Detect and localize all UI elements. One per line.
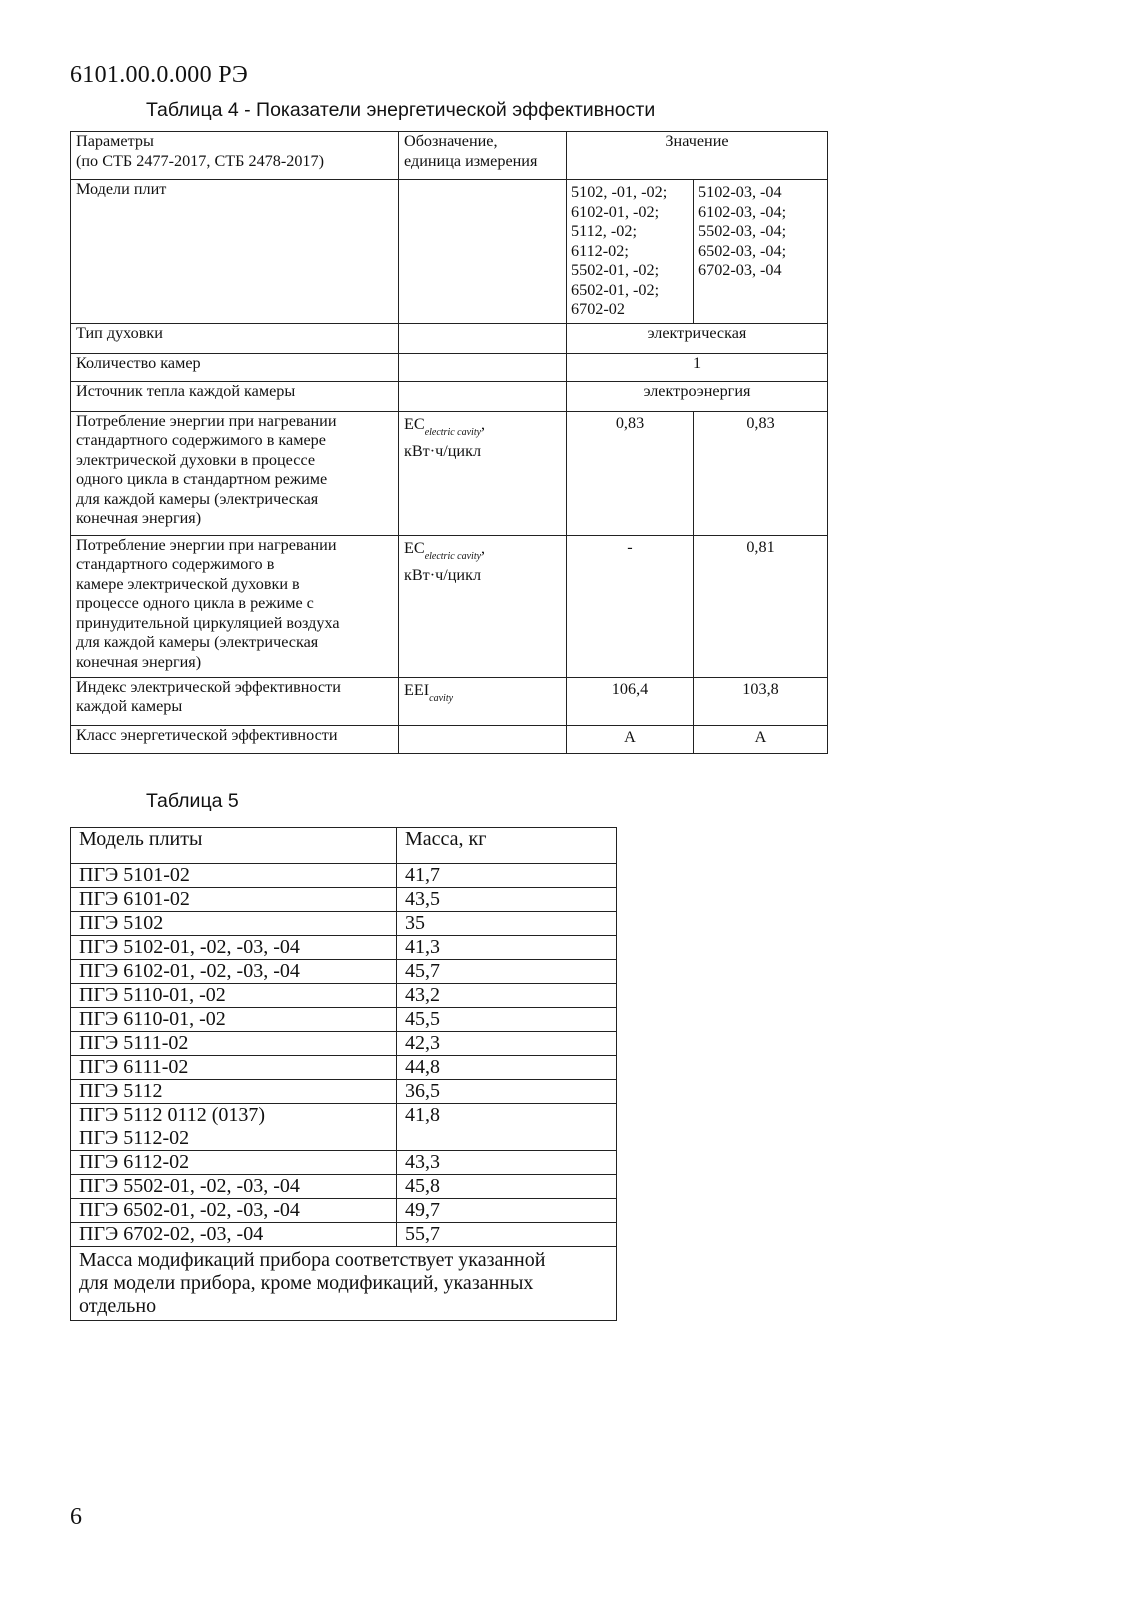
param-value-2: 0,81 (694, 535, 828, 677)
label-line: принудительной циркуляцией воздуха (76, 613, 340, 632)
symbol-subscript: cavity (429, 692, 454, 704)
ec-symbol (404, 536, 561, 561)
table-row (71, 1199, 617, 1223)
unit-text: кВт·ч/цикл (404, 566, 482, 584)
label-line: стандартного содержимого в камере (76, 431, 326, 449)
model-item: 5502-01, -02; (571, 261, 660, 279)
table-row (71, 864, 617, 888)
label-line: конечная энергия) (76, 509, 202, 527)
symbol-text: EC (404, 414, 425, 433)
table4-row-eei (71, 677, 828, 725)
table-row (71, 1080, 617, 1104)
table-row (71, 1104, 617, 1151)
param-label: Количество камер (71, 353, 399, 381)
symbol-subscript: electric cavity (424, 426, 482, 438)
mass-cell: 49,7 (397, 1199, 617, 1223)
label-line: конечная энергия) (76, 652, 202, 671)
model-item: 6102-01, -02; (571, 202, 660, 221)
mass-cell: 45,7 (397, 960, 617, 984)
model-item: 6702-03, -04 (698, 261, 782, 279)
mass-cell: 35 (397, 912, 617, 936)
table4-row-ec-standard (71, 411, 828, 535)
mass-cell: 41,8 (397, 1104, 617, 1151)
model-item: 5102, -01, -02; (571, 183, 668, 201)
param-designation (399, 411, 567, 535)
param-value: электроэнергия (567, 381, 828, 411)
table5-header-row (71, 828, 617, 864)
mass-cell: 41,3 (397, 936, 617, 960)
document-code: 6101.00.0.000 РЭ (70, 62, 248, 88)
param-designation (399, 381, 567, 411)
ec-symbol (404, 412, 561, 437)
param-designation (399, 677, 567, 725)
param-designation (399, 725, 567, 753)
mass-cell: 45,8 (397, 1175, 617, 1199)
param-value-1: - (567, 535, 694, 677)
mass-cell: 41,7 (397, 864, 617, 888)
table4-row-heat-source (71, 381, 828, 411)
model-item: 5102-03, -04 (698, 183, 782, 201)
model-line: ПГЭ 5112 0112 (0137) (79, 1104, 266, 1126)
param-label: Источник тепла каждой камеры (71, 381, 399, 411)
mass-note (71, 1247, 617, 1321)
mass-cell: 43,2 (397, 984, 617, 1008)
model-cell: ПГЭ 6112-02 (71, 1151, 397, 1175)
model-line: ПГЭ 5112-02 (79, 1127, 190, 1149)
header-model: Модель плиты (71, 828, 397, 864)
model-cell: ПГЭ 6110-01, -02 (71, 1008, 397, 1032)
table-row (71, 984, 617, 1008)
header-parameters-line: Параметры (76, 132, 154, 150)
label-line: Индекс электрической эффективности (76, 677, 341, 696)
label-line: электрической духовки в процессе (76, 450, 316, 469)
model-cell: ПГЭ 5102-01, -02, -03, -04 (71, 936, 397, 960)
mass-cell: 55,7 (397, 1223, 617, 1247)
table-row (71, 936, 617, 960)
table-row (71, 960, 617, 984)
model-cell: ПГЭ 6702-02, -03, -04 (71, 1223, 397, 1247)
symbol-comma: , (481, 538, 486, 557)
table-row (71, 888, 617, 912)
table4-caption: Таблица 4 - Показатели энергетической эффективности (146, 99, 656, 121)
table4-row-chambers (71, 353, 828, 381)
table4-row-energy-class (71, 725, 828, 753)
models-list-1 (567, 180, 694, 324)
header-mass: Масса, кг (397, 828, 617, 864)
model-cell (71, 1104, 397, 1151)
symbol-comma: , (481, 414, 486, 433)
page-number: 6 (70, 1504, 82, 1530)
param-label (71, 411, 399, 535)
param-label (71, 535, 399, 677)
model-item: 6502-03, -04; (698, 241, 787, 260)
header-designation (399, 132, 567, 180)
label-line: одного цикла в стандартном режиме (76, 470, 328, 488)
param-value: электрическая (567, 323, 828, 353)
model-cell: ПГЭ 6102-01, -02, -03, -04 (71, 960, 397, 984)
table5-note-row (71, 1247, 617, 1321)
eei-symbol (404, 678, 561, 703)
table-row (71, 1151, 617, 1175)
table-row (71, 1032, 617, 1056)
table4-header-row (71, 132, 828, 180)
param-value-1: 106,4 (567, 677, 694, 725)
param-value: 1 (567, 353, 828, 381)
note-line: отдельно (79, 1295, 157, 1317)
param-label: Модели плит (71, 180, 399, 324)
energy-efficiency-table (70, 131, 828, 754)
model-item: 6112-02; (571, 241, 629, 260)
param-designation (399, 535, 567, 677)
symbol-text: EC (404, 538, 425, 557)
header-value: Значение (567, 132, 828, 180)
table-row (71, 912, 617, 936)
model-cell: ПГЭ 6101-02 (71, 888, 397, 912)
model-item: 6702-02 (571, 300, 625, 318)
mass-cell: 43,5 (397, 888, 617, 912)
label-line: для каждой камеры (электрическая (76, 489, 319, 508)
model-cell: ПГЭ 5112 (71, 1080, 397, 1104)
model-item: 6502-01, -02; (571, 280, 660, 299)
label-line: процессе одного цикла в режиме с (76, 594, 314, 612)
model-cell: ПГЭ 5110-01, -02 (71, 984, 397, 1008)
label-line: Потребление энергии при нагревании (76, 411, 337, 430)
param-label: Тип духовки (71, 323, 399, 353)
table-row (71, 1008, 617, 1032)
mass-cell: 36,5 (397, 1080, 617, 1104)
table4-row-ec-forced (71, 535, 828, 677)
note-line: Масса модификаций прибора соответствует указанной (79, 1249, 546, 1271)
header-parameters (71, 132, 399, 180)
param-value-1: А (567, 725, 694, 753)
label-line: камере электрической духовки в (76, 574, 300, 593)
unit-text: кВт·ч/цикл (404, 442, 482, 460)
table-row (71, 1175, 617, 1199)
model-cell: ПГЭ 5111-02 (71, 1032, 397, 1056)
model-item: 6102-03, -04; (698, 202, 787, 221)
note-line: для модели прибора, кроме модификаций, указанных (79, 1272, 534, 1294)
label-line: для каждой камеры (электрическая (76, 633, 319, 651)
param-value-2: 103,8 (694, 677, 828, 725)
model-cell: ПГЭ 6502-01, -02, -03, -04 (71, 1199, 397, 1223)
param-label (71, 677, 399, 725)
label-line: Потребление энергии при нагревании (76, 535, 337, 554)
param-value-1: 0,83 (567, 411, 694, 535)
model-item: 5502-03, -04; (698, 222, 787, 240)
mass-cell: 43,3 (397, 1151, 617, 1175)
mass-cell: 42,3 (397, 1032, 617, 1056)
models-list-2 (694, 180, 828, 324)
param-designation (399, 353, 567, 381)
model-cell: ПГЭ 6111-02 (71, 1056, 397, 1080)
mass-table (70, 827, 617, 1321)
table5-caption: Таблица 5 (146, 790, 239, 812)
model-cell: ПГЭ 5502-01, -02, -03, -04 (71, 1175, 397, 1199)
model-cell: ПГЭ 5101-02 (71, 864, 397, 888)
table-row (71, 1223, 617, 1247)
header-unit-line: единица измерения (404, 151, 538, 170)
param-designation (399, 180, 567, 324)
model-cell: ПГЭ 5102 (71, 912, 397, 936)
table-row (71, 1056, 617, 1080)
mass-cell: 45,5 (397, 1008, 617, 1032)
header-parameters-standard: (по СТБ 2477-2017, СТБ 2478-2017) (76, 151, 325, 170)
param-label: Класс энергетической эффективности (71, 725, 399, 753)
symbol-subscript: electric cavity (424, 550, 482, 562)
mass-cell: 44,8 (397, 1056, 617, 1080)
table4-row-oven-type (71, 323, 828, 353)
symbol-text: EEI (404, 680, 430, 699)
param-designation (399, 323, 567, 353)
model-item: 5112, -02; (571, 222, 637, 240)
label-line: каждой камеры (76, 697, 183, 715)
table4-row-models (71, 180, 828, 324)
param-value-2: А (694, 725, 828, 753)
param-value-2: 0,83 (694, 411, 828, 535)
header-designation-line: Обозначение, (404, 132, 498, 150)
label-line: стандартного содержимого в (76, 555, 275, 573)
